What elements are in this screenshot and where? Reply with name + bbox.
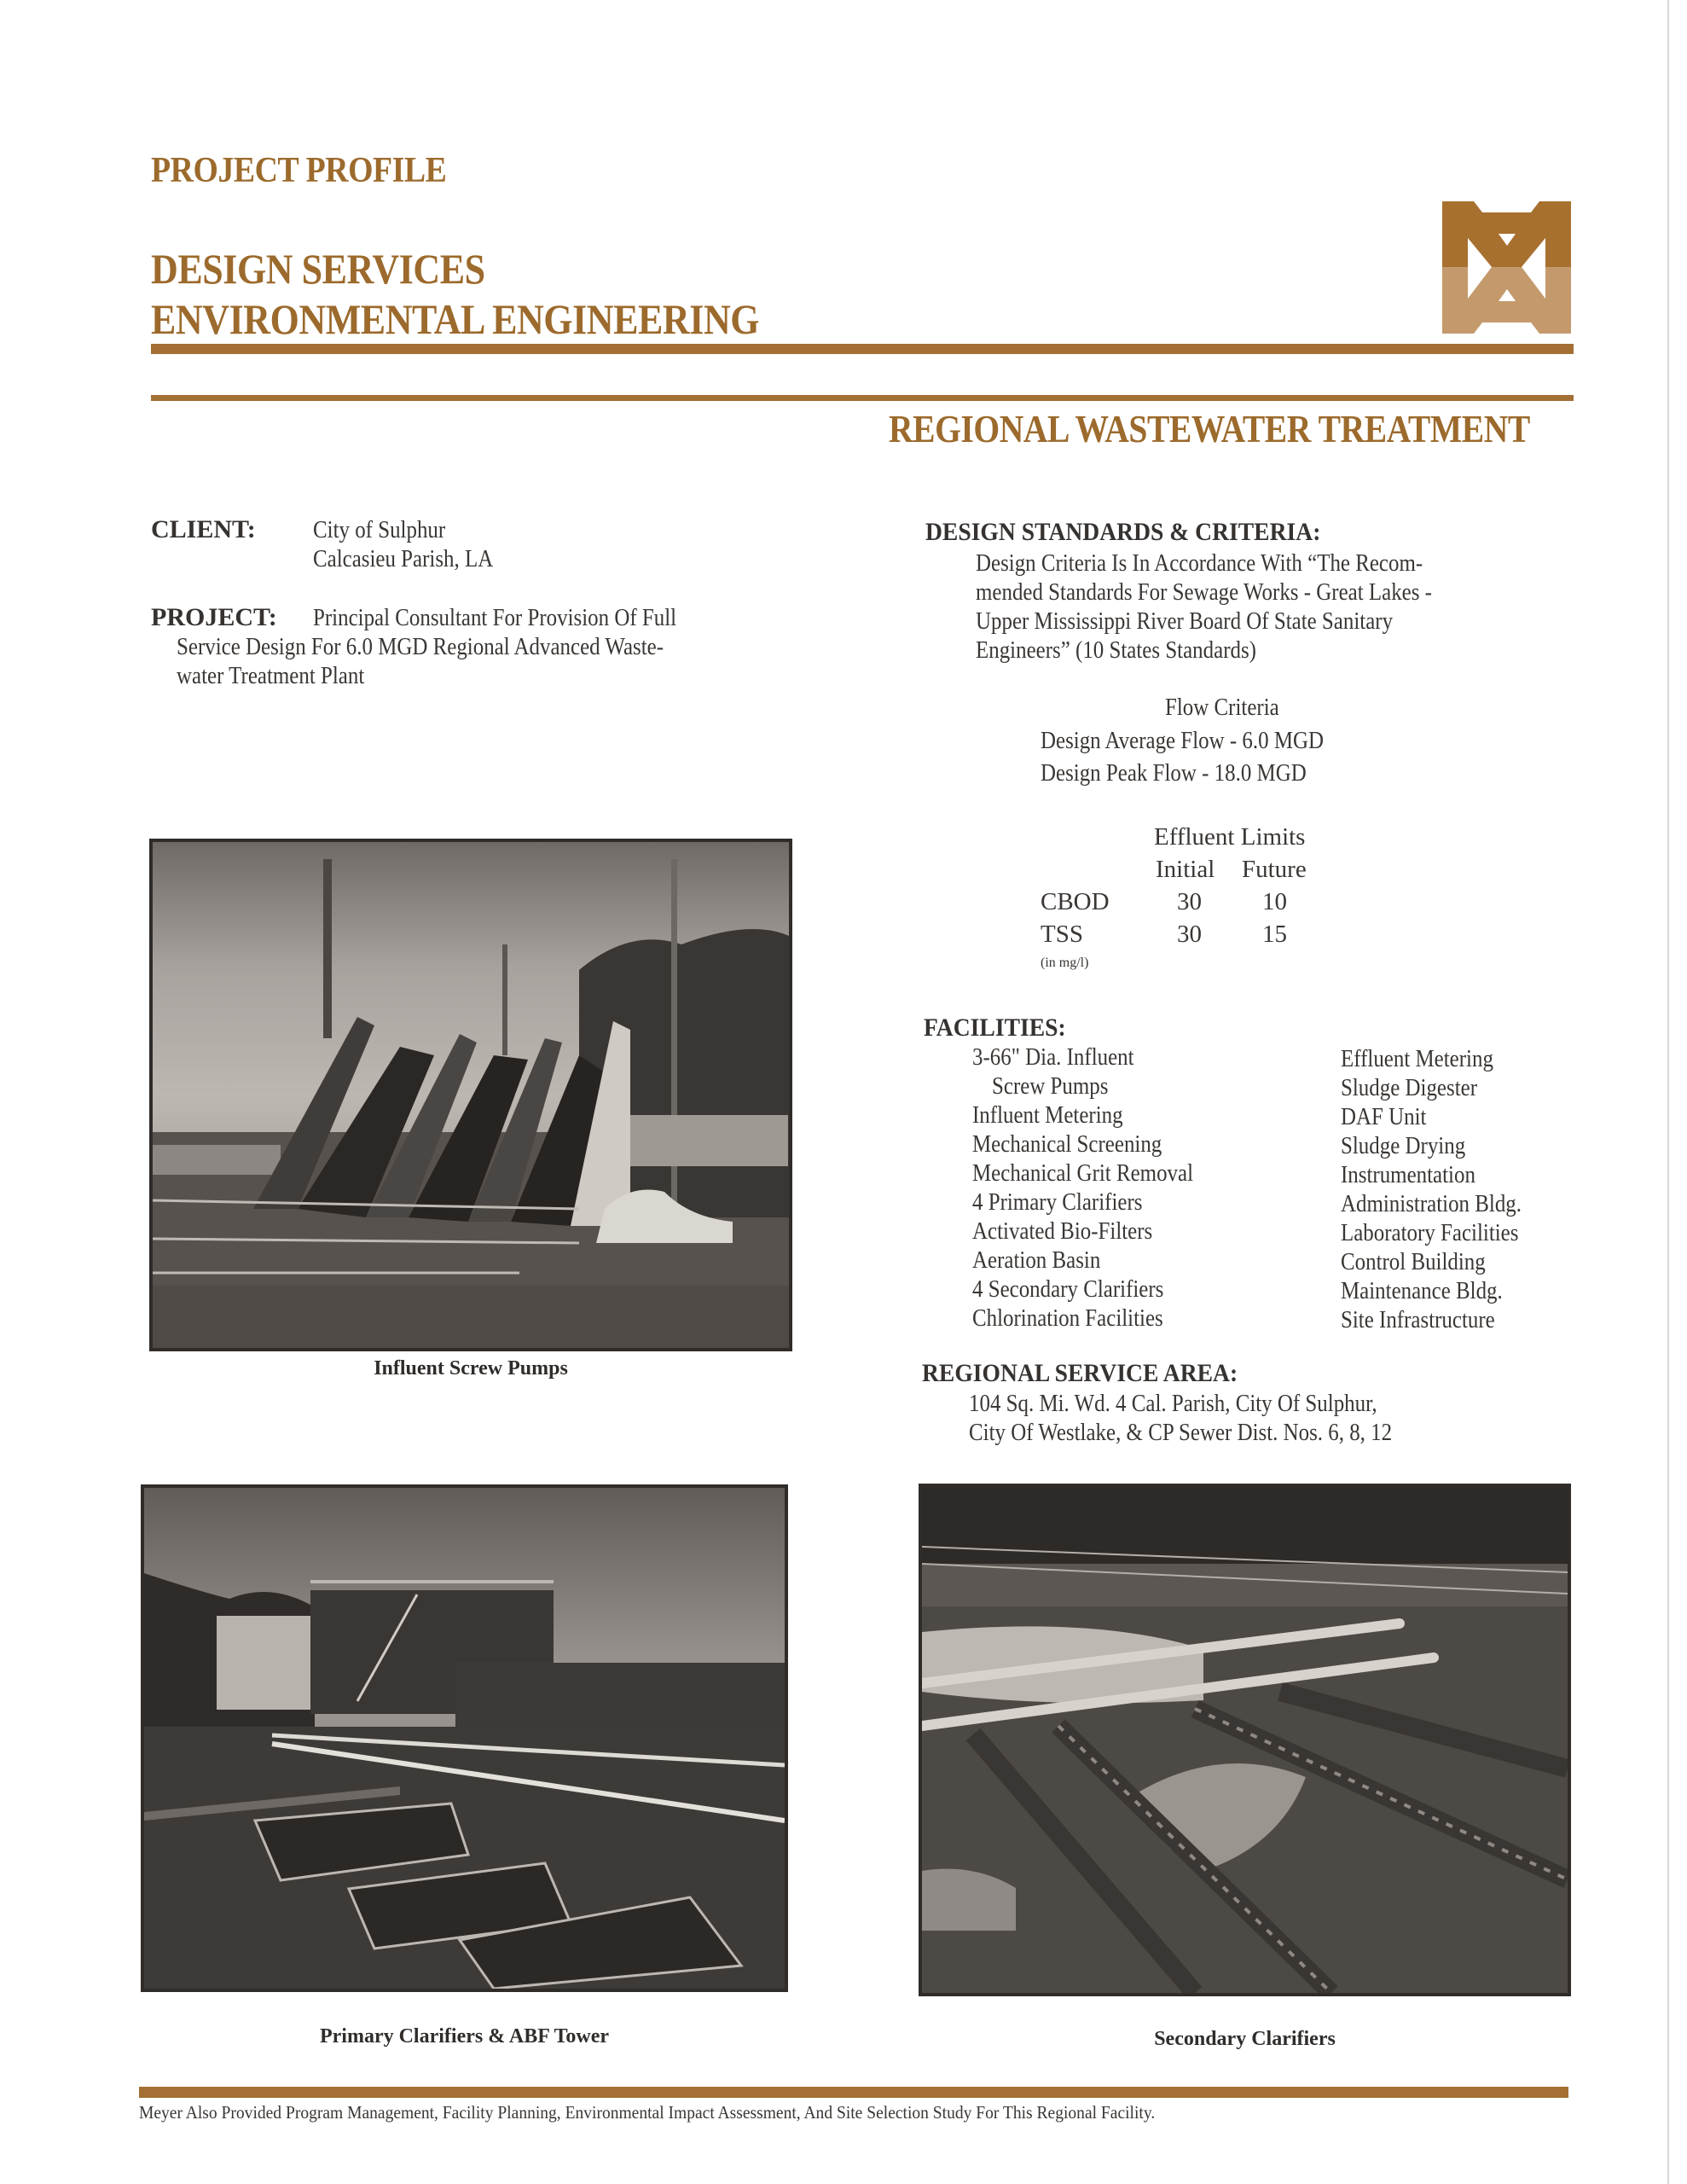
effluent-row-future: 10 bbox=[1262, 888, 1287, 915]
design-standards-line bbox=[976, 636, 1506, 665]
effluent-title: Effluent Limits bbox=[1154, 823, 1306, 851]
effluent-col-future: Future bbox=[1242, 856, 1307, 883]
client-location bbox=[313, 544, 523, 573]
design-standards-heading-text: DESIGN STANDARDS & CRITERIA: bbox=[925, 518, 1321, 546]
facilities-right-column bbox=[1341, 1044, 1551, 1334]
facility-item bbox=[972, 1072, 1229, 1101]
effluent-row-initial: 30 bbox=[1177, 888, 1202, 915]
primary-clarifiers-image bbox=[144, 1488, 785, 1989]
service-area-line2 bbox=[969, 1418, 1461, 1447]
effluent-row-future: 15 bbox=[1262, 921, 1287, 948]
facility-item bbox=[972, 1275, 1229, 1304]
facility-text: Effluent Metering bbox=[1341, 1045, 1493, 1072]
facility-item bbox=[972, 1101, 1229, 1130]
facility-item bbox=[1341, 1044, 1551, 1073]
facility-item bbox=[972, 1304, 1229, 1333]
project-label: PROJECT: bbox=[151, 603, 277, 631]
facility-item bbox=[1341, 1189, 1551, 1218]
project-line2 bbox=[177, 632, 743, 661]
ds-line-4: Engineers” (10 States Standards) bbox=[976, 636, 1256, 664]
facility-text: DAF Unit bbox=[1341, 1103, 1427, 1130]
section-title: REGIONAL WASTEWATER TREATMENT bbox=[889, 407, 1530, 450]
facility-item bbox=[972, 1043, 1229, 1072]
page-edge-line bbox=[1667, 0, 1669, 2184]
facility-item bbox=[1341, 1160, 1551, 1189]
facility-text: Sludge Drying bbox=[1341, 1132, 1466, 1159]
client-line1: City of Sulphur bbox=[313, 516, 446, 543]
flow-average-text: Design Average Flow - 6.0 MGD bbox=[1041, 727, 1325, 754]
facility-item bbox=[1341, 1305, 1551, 1334]
photo-caption-primary-clarifiers: Primary Clarifiers & ABF Tower bbox=[319, 2025, 610, 2048]
facility-text: 4 Secondary Clarifiers bbox=[972, 1275, 1164, 1303]
photo-influent-screw-pumps bbox=[149, 839, 792, 1351]
ds-line-1: Design Criteria Is In Accordance With “The Recom- bbox=[976, 549, 1423, 577]
page-title-line1: DESIGN SERVICES bbox=[151, 245, 485, 293]
photo-secondary-clarifiers bbox=[919, 1484, 1571, 1996]
facility-item bbox=[1341, 1276, 1551, 1305]
client-label: CLIENT: bbox=[151, 515, 256, 543]
footer-rule bbox=[139, 2087, 1568, 2098]
ds-line-2: mended Standards For Sewage Works - Great Lakes - bbox=[976, 578, 1432, 606]
facility-text: Screw Pumps bbox=[992, 1072, 1109, 1100]
service-area-text-2: City Of Westlake, & CP Sewer Dist. Nos. 6, 8, 12 bbox=[969, 1419, 1393, 1446]
facility-text: Laboratory Facilities bbox=[1341, 1219, 1519, 1246]
design-standards-line bbox=[976, 549, 1506, 578]
facility-text: Site Infrastructure bbox=[1341, 1306, 1495, 1333]
flow-peak-text: Design Peak Flow - 18.0 MGD bbox=[1041, 759, 1307, 787]
effluent-col-initial: Initial bbox=[1156, 856, 1215, 883]
facility-text: Instrumentation bbox=[1341, 1161, 1475, 1188]
flow-average bbox=[1041, 726, 1370, 755]
facility-text: Maintenance Bldg. bbox=[1341, 1277, 1503, 1304]
footer-note-text: Meyer Also Provided Program Management, Facility Planning, Environmental Impact Assessment, And Site Selection Study For This Regional Facility. bbox=[139, 2102, 1156, 2123]
effluent-unit-note: (in mg/l) bbox=[1041, 956, 1089, 970]
effluent-row-param: CBOD bbox=[1041, 888, 1110, 915]
service-area-line1 bbox=[969, 1389, 1444, 1418]
facilities-heading bbox=[924, 1014, 1078, 1043]
facility-item bbox=[1341, 1102, 1551, 1131]
logo-mark-icon bbox=[1442, 201, 1571, 334]
client-line2: Calcasieu Parish, LA bbox=[313, 545, 494, 572]
facility-text: Mechanical Screening bbox=[972, 1130, 1162, 1158]
facilities-left-column bbox=[972, 1043, 1229, 1333]
effluent-row-initial: 30 bbox=[1177, 921, 1202, 948]
project-text-3: water Treatment Plant bbox=[177, 662, 365, 689]
facility-text: Sludge Digester bbox=[1341, 1074, 1478, 1101]
effluent-row-param: TSS bbox=[1041, 921, 1083, 948]
flow-peak bbox=[1041, 758, 1350, 787]
project-line3 bbox=[177, 661, 395, 690]
facility-item bbox=[972, 1246, 1229, 1275]
screw-pumps-image bbox=[153, 842, 789, 1348]
facility-item bbox=[1341, 1131, 1551, 1160]
facility-text: Aeration Basin bbox=[972, 1246, 1101, 1274]
project-text-1: Principal Consultant For Provision Of Full bbox=[313, 604, 677, 631]
facility-text: Control Building bbox=[1341, 1248, 1486, 1275]
facilities-heading-text: FACILITIES: bbox=[924, 1014, 1066, 1042]
design-standards-heading bbox=[925, 518, 1355, 547]
flow-criteria-title bbox=[1165, 693, 1297, 722]
facility-text: 4 Primary Clarifiers bbox=[972, 1188, 1143, 1216]
facility-text: Influent Metering bbox=[972, 1101, 1123, 1129]
facility-item bbox=[972, 1188, 1229, 1217]
facility-item bbox=[1341, 1073, 1551, 1102]
page-title-line2: ENVIRONMENTAL ENGINEERING bbox=[151, 295, 760, 343]
service-area-text-1: 104 Sq. Mi. Wd. 4 Cal. Parish, City Of Sulphur, bbox=[969, 1390, 1377, 1417]
service-area-heading bbox=[922, 1359, 1265, 1388]
facility-item bbox=[972, 1217, 1229, 1246]
service-area-heading-text: REGIONAL SERVICE AREA: bbox=[922, 1359, 1238, 1387]
header-rule-bottom bbox=[151, 395, 1574, 401]
flow-criteria-title-text: Flow Criteria bbox=[1165, 694, 1279, 721]
design-standards-line bbox=[976, 578, 1506, 607]
facility-item bbox=[972, 1130, 1229, 1159]
facility-item bbox=[1341, 1247, 1551, 1276]
facility-item bbox=[1341, 1218, 1551, 1247]
project-profile-kicker: PROJECT PROFILE bbox=[151, 151, 447, 190]
design-standards-line bbox=[976, 607, 1506, 636]
ds-line-3: Upper Mississippi River Board Of State Sanitary bbox=[976, 607, 1394, 635]
project-text-2: Service Design For 6.0 MGD Regional Advanced Waste- bbox=[177, 633, 664, 660]
footer-note bbox=[139, 2102, 1232, 2123]
secondary-clarifiers-image bbox=[922, 1487, 1568, 1993]
facility-text: Chlorination Facilities bbox=[972, 1304, 1163, 1332]
facility-text: Activated Bio-Filters bbox=[972, 1217, 1153, 1245]
design-standards-body bbox=[976, 549, 1506, 665]
header-rule-top bbox=[151, 344, 1574, 354]
photo-primary-clarifiers bbox=[141, 1484, 788, 1992]
facility-text: Administration Bldg. bbox=[1341, 1190, 1522, 1217]
photo-caption-influent-screw-pumps: Influent Screw Pumps bbox=[374, 1357, 568, 1380]
meyer-logo bbox=[1442, 201, 1571, 334]
photo-caption-secondary-clarifiers: Secondary Clarifiers bbox=[1154, 2028, 1336, 2050]
facility-text: 3-66" Dia. Influent bbox=[972, 1043, 1134, 1071]
facility-text: Mechanical Grit Removal bbox=[972, 1159, 1194, 1187]
client-name bbox=[313, 515, 467, 544]
project-line1 bbox=[313, 603, 735, 632]
facility-item bbox=[972, 1159, 1229, 1188]
